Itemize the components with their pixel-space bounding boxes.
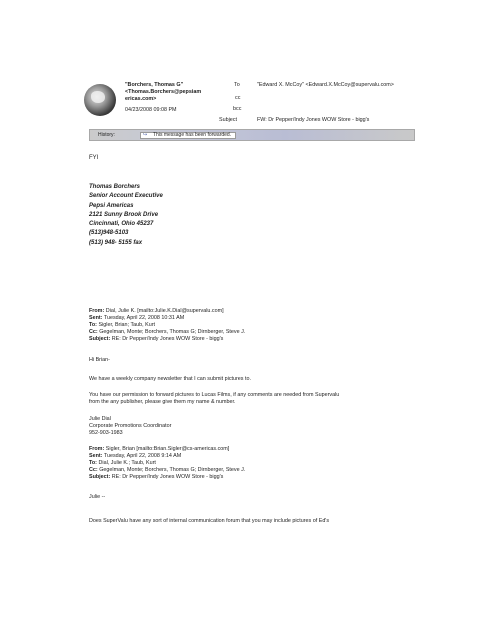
msg2-cc-label: Cc: — [89, 467, 98, 473]
msg1-sig-phone: 952-903-1983 — [89, 430, 123, 436]
msg1-sig-name: Julie Dial — [89, 416, 111, 422]
msg2-greeting: Julie -- — [89, 494, 106, 500]
msg1-subject-line — [89, 336, 223, 343]
msg1-from-label: From: — [89, 308, 105, 314]
msg1-from-line — [89, 308, 224, 315]
msg1-paragraph: from the any publisher, please give them my name & number. — [89, 399, 236, 405]
avatar-highlight — [91, 91, 105, 103]
from-email-line1: <Thomas.Borchers@pepsiam — [125, 89, 202, 95]
msg1-sent-line — [89, 315, 184, 322]
msg2-to-line — [89, 460, 156, 467]
fyi-text: FYI — [89, 155, 99, 161]
msg2-subject-label: Subject: — [89, 474, 111, 480]
msg1-subject-value: RE: Dr Pepper/Indy Jones WOW Store - bigg's — [111, 336, 224, 342]
signature-line: Pepsi Americas — [89, 202, 134, 209]
sent-date: 04/23/2008 09:08 PM — [125, 107, 177, 113]
msg2-sent-label: Sent: — [89, 453, 103, 459]
msg2-to-label: To: — [89, 460, 97, 466]
signature-line: Senior Account Executive — [89, 193, 163, 200]
msg1-subject-label: Subject: — [89, 336, 111, 342]
bcc-label: bcc — [233, 106, 242, 112]
msg2-sent-value: Tuesday, April 22, 2008 9:14 AM — [103, 453, 182, 459]
from-email-line2: ericas.com> — [125, 96, 157, 102]
msg2-from-label: From: — [89, 446, 105, 452]
to-label: To — [234, 82, 240, 88]
msg2-subject-value: RE: Dr Pepper/Indy Jones WOW Store - bigg's — [111, 474, 224, 480]
msg2-sent-line — [89, 453, 181, 460]
history-label: History: — [98, 132, 115, 138]
msg1-from-value: Dial, Julie K. [mailto:Julie.K.Dial@supervalu.com] — [105, 308, 224, 314]
msg1-to-label: To: — [89, 322, 97, 328]
from-name: "Borchers, Thomas G" — [125, 82, 184, 88]
msg1-sent-value: Tuesday, April 22, 2008 10:31 AM — [103, 315, 185, 321]
signature-line: (513)948-5103 — [89, 230, 129, 237]
subject-label: Subject — [219, 117, 237, 123]
msg1-sent-label: Sent: — [89, 315, 103, 321]
msg2-subject-line — [89, 474, 223, 481]
history-bar — [89, 129, 415, 141]
signature-line: (513) 948- 5155 fax — [89, 239, 143, 246]
msg1-to-line — [89, 322, 155, 329]
subject-value: FW: Dr Pepper/Indy Jones WOW Store - bigg's — [257, 117, 370, 123]
msg2-cc-line — [89, 467, 245, 474]
msg2-cc-value: Gegelman, Monte; Borchers, Thomas G; Dirnberger, Steve J. — [99, 467, 246, 473]
msg1-greeting: Hi Brian- — [89, 357, 110, 363]
msg1-paragraph: You have our permission to forward pictures to Lucas Films, if any comments are needed from Supervalu — [89, 392, 340, 398]
msg2-to-value: Dial, Julie K.; Taub, Kurt — [98, 460, 156, 466]
cc-label: cc — [235, 95, 241, 101]
msg2-paragraph: Does SuperValu have any sort of internal communication forum that you may include pictures of Ed's — [89, 518, 330, 524]
msg1-sig-title: Corporate Promotions Coordinator — [89, 423, 172, 429]
msg2-from-line — [89, 446, 229, 453]
to-value: "Edward X. McCoy" <Edward.X.McCoy@supervalu.com> — [257, 82, 394, 88]
msg2-from-value: Sigler, Brian [mailto:Brian.Sigler@cs-americas.com] — [105, 446, 230, 452]
signature-block — [89, 183, 163, 248]
signature-line: 2121 Sunny Brook Drive — [89, 211, 159, 218]
msg1-cc-line — [89, 329, 245, 336]
msg1-paragraph: We have a weekly company newsletter that I can submit pictures to. — [89, 376, 251, 382]
msg1-cc-value: Gegelman, Monte; Borchers, Thomas G; Dirnberger, Steve J. — [99, 329, 246, 335]
forwarded-notice-text: This message has been forwarded. — [153, 132, 232, 138]
msg1-cc-label: Cc: — [89, 329, 98, 335]
forward-arrow-icon: ↪ — [143, 132, 148, 138]
signature-line: Cincinnati, Ohio 45237 — [89, 221, 154, 228]
forwarded-notice — [140, 132, 236, 139]
msg1-to-value: Sigler, Brian; Taub, Kurt — [98, 322, 156, 328]
sender-avatar — [84, 84, 116, 116]
signature-line: Thomas Borchers — [89, 184, 141, 190]
